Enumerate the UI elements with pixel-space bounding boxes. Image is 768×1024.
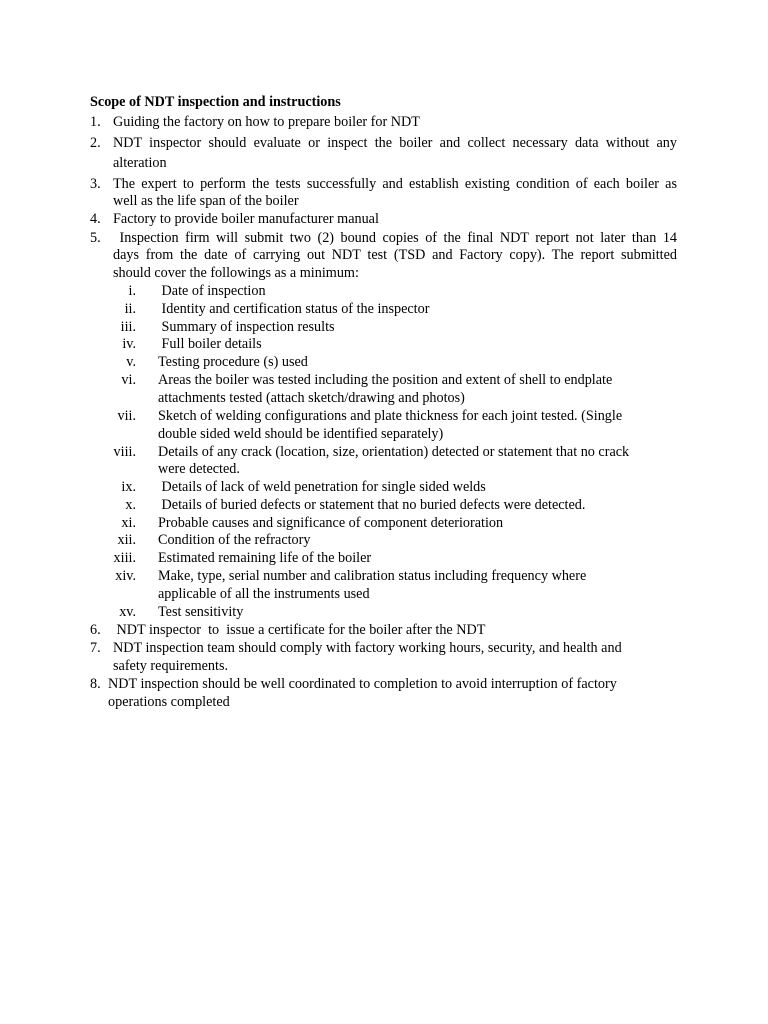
- subitem-number: iv.: [122, 336, 136, 352]
- subitem-text-line: Make, type, serial number and calibration status including frequency where: [158, 568, 587, 584]
- subitem-text-line: Details of buried defects or statement that no buried defects were detected.: [158, 497, 586, 513]
- subitem-number: vii.: [117, 408, 136, 424]
- item-number: 2.: [90, 135, 101, 151]
- subitem-text-line: Testing procedure (s) used: [158, 354, 308, 370]
- document-heading: Scope of NDT inspection and instructions: [90, 94, 341, 110]
- item-text-line: alteration: [113, 155, 167, 171]
- subitem-number: xv.: [119, 604, 136, 620]
- subitem-text-line: attachments tested (attach sketch/drawing and photos): [158, 390, 465, 406]
- subitem-number: xiv.: [115, 568, 136, 584]
- subitem-text-line: Full boiler details: [158, 336, 262, 352]
- subitem-text-line: Summary of inspection results: [158, 319, 335, 335]
- item-number: 4.: [90, 211, 101, 227]
- subitem-number: ix.: [121, 479, 136, 495]
- subitem-number: x.: [125, 497, 136, 513]
- item-text-line: operations completed: [108, 694, 230, 710]
- subitem-text-line: Condition of the refractory: [158, 532, 311, 548]
- item-number: 3.: [90, 176, 101, 192]
- item-number: 6.: [90, 622, 101, 638]
- item-text-line: NDT inspection team should comply with factory working hours, security, and health and: [113, 640, 622, 656]
- subitem-text-line: Areas the boiler was tested including the position and extent of shell to endplate: [158, 372, 613, 388]
- subitem-number: xii.: [117, 532, 136, 548]
- item-number: 1.: [90, 114, 101, 130]
- subitem-number: xiii.: [113, 550, 136, 566]
- item-text-line: should cover the followings as a minimum:: [113, 265, 359, 281]
- item-number: 7.: [90, 640, 101, 656]
- subitem-text-line: Test sensitivity: [158, 604, 244, 620]
- subitem-number: xi.: [121, 515, 136, 531]
- subitem-number: ii.: [124, 301, 136, 317]
- subitem-text-line: Sketch of welding configurations and plate thickness for each joint tested. (Single: [158, 408, 623, 424]
- subitem-text-line: were detected.: [158, 461, 240, 477]
- subitem-number: i.: [128, 283, 136, 299]
- subitem-text-line: double sided weld should be identified separately): [158, 426, 444, 442]
- subitem-text-line: Probable causes and significance of component deterioration: [158, 515, 504, 531]
- subitem-text-line: Date of inspection: [158, 283, 266, 299]
- item-text-line: Guiding the factory on how to prepare boiler for NDT: [113, 114, 420, 130]
- subitem-number: vi.: [121, 372, 136, 388]
- subitem-text-line: Details of lack of weld penetration for single sided welds: [158, 479, 486, 495]
- subitem-number: iii.: [120, 319, 136, 335]
- item-text-line: Factory to provide boiler manufacturer manual: [113, 211, 379, 227]
- item-text-line: days from the date of carrying out NDT test (TSD and Factory copy). The report submitted: [113, 247, 677, 263]
- item-text-line: safety requirements.: [113, 658, 229, 674]
- item-text-line: The expert to perform the tests successfully and establish existing condition of each boiler as: [113, 176, 677, 192]
- subitem-number: viii.: [113, 444, 136, 460]
- subitem-text-line: Details of any crack (location, size, orientation) detected or statement that no crack: [158, 444, 630, 460]
- subitem-text-line: applicable of all the instruments used: [158, 586, 370, 602]
- item-text-line: NDT inspector should evaluate or inspect the boiler and collect necessary data without any: [113, 135, 677, 151]
- subitem-text-line: Estimated remaining life of the boiler: [158, 550, 372, 566]
- item-text-line: NDT inspector to issue a certificate for the boiler after the NDT: [113, 622, 486, 638]
- subitem-text-line: Identity and certification status of the inspector: [158, 301, 430, 317]
- subitem-number: v.: [126, 354, 136, 370]
- item-number: 5.: [90, 230, 101, 246]
- item-number: 8.: [90, 676, 101, 692]
- item-text-line: Inspection firm will submit two (2) bound copies of the final NDT report not later than 14: [113, 230, 678, 246]
- item-text-line: well as the life span of the boiler: [113, 193, 299, 209]
- item-text-line: NDT inspection should be well coordinated to completion to avoid interruption of factory: [108, 676, 617, 692]
